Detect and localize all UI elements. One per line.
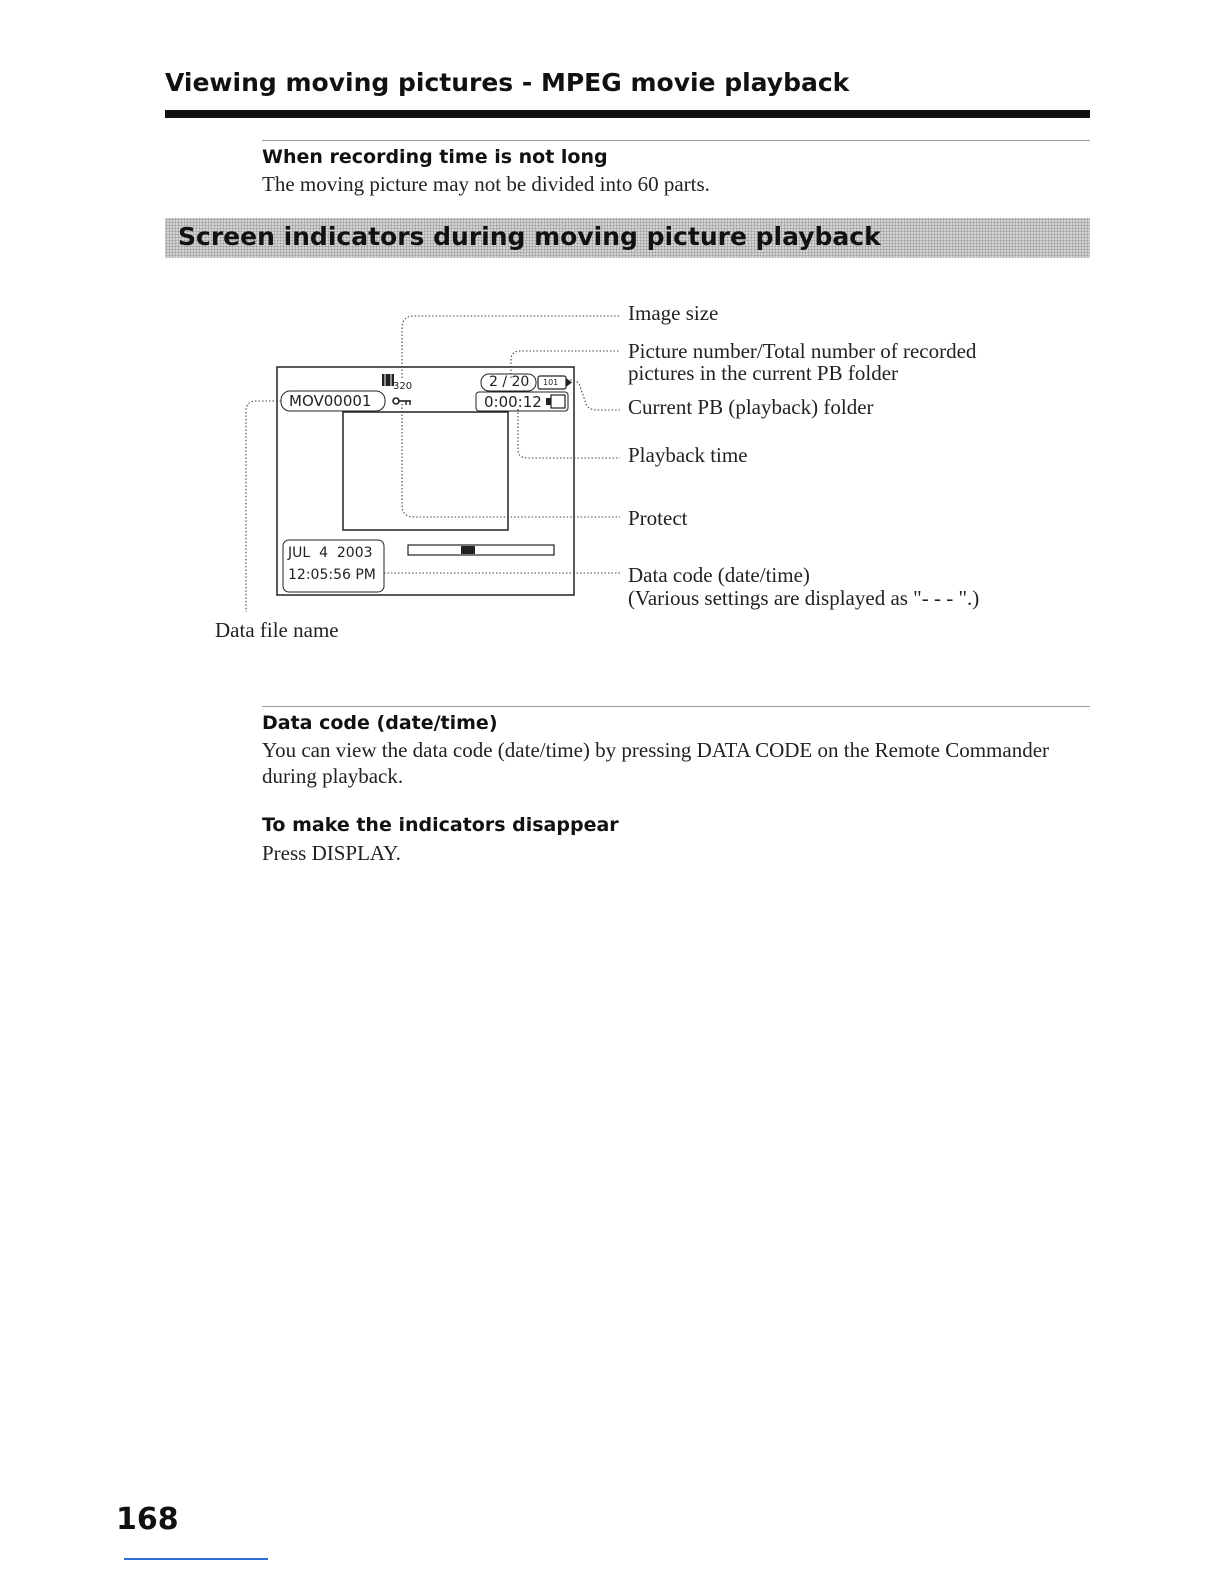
playback-position-thumb [461,546,475,554]
lcd-file-name: MOV00001 [289,392,372,410]
callout-picture-number-line1: Picture number/Total number of recorded [628,339,977,363]
screen-indicator-diagram [0,0,1224,700]
note-heading-indicators: To make the indicators disappear [262,814,619,836]
callout-playback-time: Playback time [628,443,748,467]
leader-data-file-name [246,401,281,612]
note-heading-data-code: Data code (date/time) [262,712,498,734]
divider [262,706,1090,707]
playback-position-bar [408,545,554,555]
lcd-playback-time: 0:00:12 [484,393,542,411]
callout-data-file-name: Data file name [215,618,339,642]
lcd-folder-number: 101 [543,378,559,387]
lcd-picture-number: 2 / 20 [489,374,530,390]
note-text-indicators: Press DISPLAY. [262,841,401,865]
leader-current-folder [570,380,620,410]
leader-protect [402,404,620,517]
lcd-image-size: 320 [393,381,413,392]
note-text-data-code: You can view the data code (date/time) by pressing DATA CODE on the Remote Commander during playback. [262,738,1050,788]
note-heading-recording-time: When recording time is not long [262,146,608,168]
leader-playback-time [518,409,620,458]
page-title: Viewing moving pictures - MPEG movie playback [165,68,850,97]
footer-rule [124,1558,268,1560]
note-text-recording-time: The moving picture may not be divided into 60 parts. [262,172,710,196]
callout-data-code-line2: (Various settings are displayed as "- - - ".) [628,586,980,610]
leader-image-size [402,316,620,378]
lcd-date: JUL 4 2003 [288,545,373,561]
protect-key-icon [393,398,411,405]
callout-picture-number-line2: pictures in the current PB folder [628,361,899,385]
callout-data-code-line1: Data code (date/time) [628,563,810,587]
section-title: Screen indicators during moving picture playback [178,222,881,251]
image-area [343,412,508,530]
callout-current-folder: Current PB (playback) folder [628,395,874,419]
callout-image-size: Image size [628,301,719,325]
battery-icon [546,395,565,408]
lcd-time: 12:05:56 PM [288,567,376,583]
page-number: 168 [116,1502,179,1537]
callout-protect: Protect [628,506,688,530]
